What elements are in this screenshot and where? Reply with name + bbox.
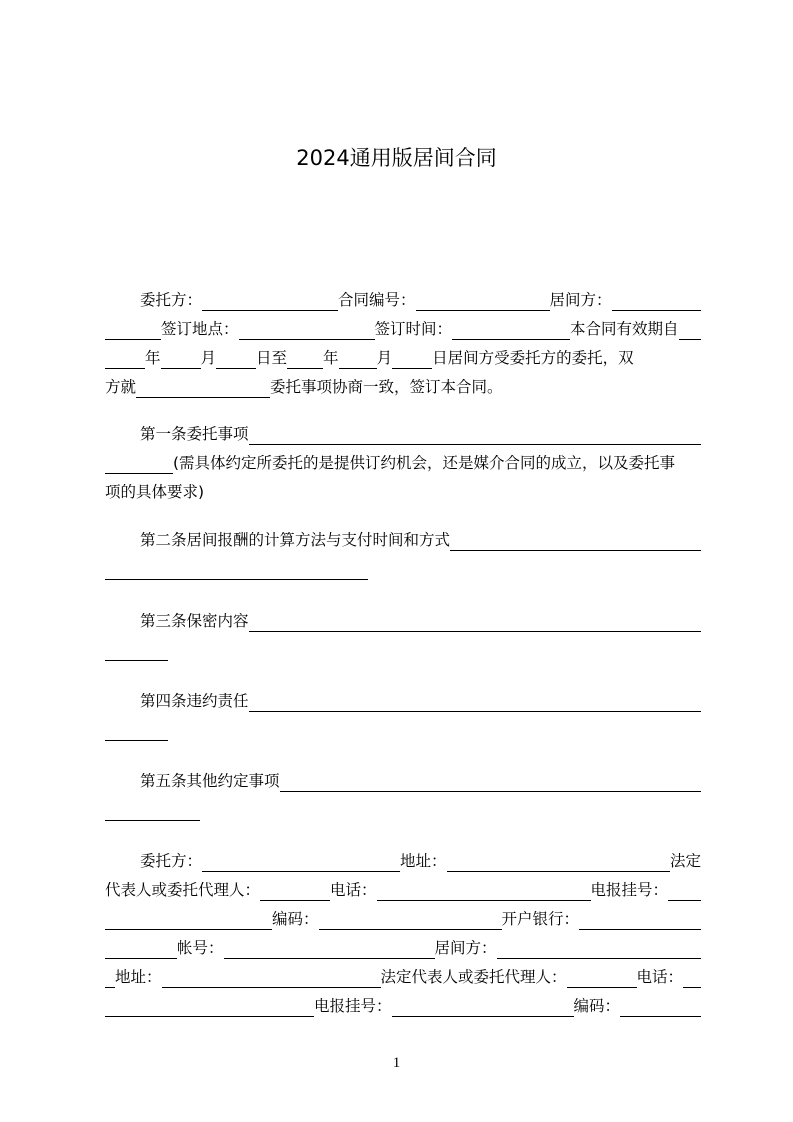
sig-telegram-blank (668, 878, 701, 901)
article-4-blank (249, 689, 701, 712)
article-3-title: 第三条保密内容 (140, 612, 249, 630)
article-1-title: 第一条委托事项 (140, 425, 249, 443)
sig-broker-postcode-blank (620, 994, 701, 1017)
article-4-blank-cont (105, 718, 168, 741)
sig-broker-phone-blank (683, 965, 701, 988)
sig-address-label: 地址： (400, 852, 447, 870)
sign-time-label: 签订时间： (374, 320, 453, 338)
article-4-title: 第四条违约责任 (140, 692, 249, 710)
sig-bank-blank (579, 907, 701, 930)
article-5 (105, 767, 701, 825)
sig-telegram-label: 电报挂号： (590, 881, 669, 899)
sig-broker-phone-blank-cont (105, 994, 314, 1017)
year-end-blank (287, 346, 323, 369)
consult-text: 委托事项协商一致，签订本合同。 (270, 378, 503, 396)
client-label: 委托方： (140, 291, 203, 309)
document-title: 2024通用版居间合同 (296, 146, 497, 170)
broker-blank (612, 288, 701, 311)
article-3-blank-cont (105, 638, 168, 661)
text-line (105, 286, 701, 315)
day-end-blank (392, 346, 432, 369)
day-start-blank (216, 346, 256, 369)
text-line (105, 315, 701, 344)
contract-no-label: 合同编号： (338, 291, 416, 309)
sig-broker-legal-rep-label: 法定代表人或委托代理人： (380, 968, 567, 986)
article-5-blank-cont (105, 798, 200, 821)
sig-account-label: 帐号： (177, 939, 224, 957)
broker-label: 居间方： (549, 291, 612, 309)
sig-broker-phone-label: 电话： (636, 968, 684, 986)
article-2 (105, 526, 701, 584)
sig-broker-blank (497, 936, 701, 959)
contract-no-blank (416, 288, 550, 311)
article-1-blank-cont (105, 451, 173, 474)
text-line (105, 344, 701, 373)
article-2-blank-cont (105, 557, 368, 580)
sig-bank-blank-cont (105, 936, 177, 959)
sig-postcode-label: 编码： (272, 910, 319, 928)
sig-client-blank (202, 849, 400, 872)
sig-client-label: 委托方： (140, 852, 203, 870)
sig-postcode-blank (319, 907, 502, 930)
signature-block (105, 847, 701, 1021)
sig-broker-legal-rep-blank (567, 965, 637, 988)
sig-broker-telegram-label: 电报挂号： (314, 997, 392, 1015)
article-3-blank (249, 609, 701, 632)
sig-telegram-blank-cont (105, 907, 272, 930)
matter-blank (136, 375, 270, 398)
sig-account-blank (224, 936, 435, 959)
sign-place-label: 签订地点： (161, 320, 239, 338)
broker-blank-cont (105, 317, 161, 340)
sig-phone-blank (377, 878, 591, 901)
article-2-blank (450, 528, 701, 551)
article-4 (105, 687, 701, 745)
year-start-blank (105, 346, 145, 369)
sig-broker-label: 居间方： (434, 939, 497, 957)
article-5-title: 第五条其他约定事项 (140, 772, 280, 790)
sig-legal-rep-part2: 代表人或委托代理人： (105, 881, 261, 899)
parties-on-text: 方就 (105, 378, 137, 396)
sig-broker-postcode-label: 编码： (573, 997, 621, 1015)
page-number: 1 (392, 1055, 401, 1071)
validity-label: 本合同有效期自 (570, 320, 679, 338)
article-2-title: 第二条居间报酬的计算方法与支付时间和方式 (140, 531, 451, 549)
sign-time-blank (452, 317, 570, 340)
closing-text: 日居间方受委托方的委托，双 (432, 349, 634, 367)
article-3 (105, 607, 701, 665)
month-end-blank (339, 346, 377, 369)
sig-broker-blank-cont (105, 965, 115, 988)
month-label: 月 (200, 349, 217, 367)
year-label: 年 (323, 349, 339, 367)
sig-broker-telegram-blank (392, 994, 574, 1017)
validity-blank (679, 317, 701, 340)
day-to-label: 日至 (256, 349, 288, 367)
text-line (105, 373, 701, 402)
intro-paragraph (105, 286, 701, 402)
year-label: 年 (145, 349, 161, 367)
sig-address-blank (447, 849, 670, 872)
sig-broker-address-label: 地址： (115, 968, 162, 986)
sign-place-blank (239, 317, 375, 340)
month-label: 月 (376, 349, 393, 367)
article-1-note-cont: 项的具体要求) (105, 483, 205, 501)
sig-legal-rep-part1: 法定 (669, 852, 701, 870)
article-1 (105, 420, 701, 507)
sig-phone-label: 电话： (330, 881, 377, 899)
article-1-blank (249, 422, 701, 445)
article-1-note: (需具体约定所委托的是提供订约机会，还是媒介合同的成立，以及委托事 (173, 454, 676, 472)
sig-bank-label: 开户银行： (501, 910, 580, 928)
client-blank (202, 288, 338, 311)
month-start-blank (161, 346, 201, 369)
article-5-blank (280, 769, 701, 792)
sig-broker-address-blank (162, 965, 381, 988)
sig-legal-rep-blank (260, 878, 330, 901)
